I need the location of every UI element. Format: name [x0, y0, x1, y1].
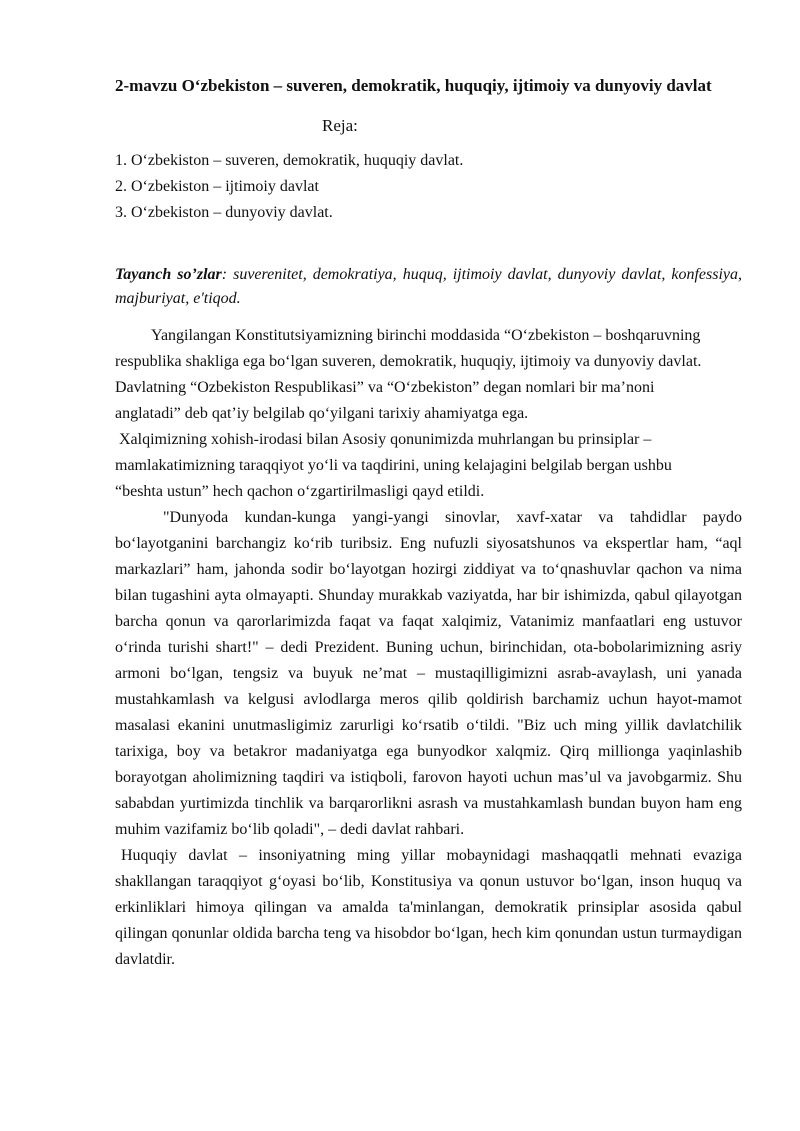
plan-heading: Reja: [322, 116, 358, 135]
document-page [115, 74, 742, 973]
keywords-text: : suverenitet, demokratiya, huquq, ijtimoiy davlat, dunyoviy davlat, konfessiya, majburiyat, e'tiqod. [115, 266, 742, 307]
paragraph-constitution: Yangilangan Konstitutsiyamizning birinchi moddasida “O‘zbekiston – boshqaruvning respublika shakliga ega bo‘lgan suveren, demokratik, huquqiy, ijtimoiy va dunyoviy davlat. Davlatning “Ozbekiston Respublikasi” va “O‘zbekiston” degan nomlari bir ma’noni anglatadi” deb qat’iy belgilab qo‘yilgani tarixiy ahamiyatga ega. [115, 327, 702, 422]
keywords-line [115, 263, 742, 311]
paragraph-legal-state: Huquqiy davlat – insoniyatning ming yillar mobaynidagi mashaqqatli mehnati evaziga shakllangan taraqqiyot g‘oyasi bo‘lib, Konstitusiya va qonun ustuvor bo‘lgan, inson huquq va erkinliklari himoya qilingan va amalda ta'minlangan, demokratik prinsiplar asosida qabul qilingan qonunlar oldida barcha teng va hisobdor bo‘lgan, hech kim qonundan ustun turmaydigan davlatdir. [115, 847, 742, 968]
plan-item: 1. O‘zbekiston – suveren, demokratik, huquqiy davlat. [115, 152, 464, 169]
paragraph-president-quote: "Dunyoda kundan-kunga yangi-yangi sinovlar, xavf-xatar va tahdidlar paydo bo‘layotganini barchangiz ko‘rib turibsiz. Eng nufuzli siyosatshunos va ekspertlar ham, “aql markazlari” ham, jahonda sodir bo‘layotgan hozirgi ziddiyat va to‘qnashuvlar qachon va nima bilan tugashini ayta olmayapti. Shunday murakkab vaziyatda, har bir ishimizda, qabul qilayotgan barcha qonun va qarorlarimizda faqat va faqat xalqimiz, Vatanimiz manfaatlari eng ustuvor o‘rinda turishi shart!" – dedi Prezident. Buning uchun, birinchidan, ota-bobolarimizning asriy armoni bo‘lgan, tengsiz va buyuk ne’mat – mustaqilligimizni asrab-avaylash, uni yanada mustahkamlash va kelgusi avlodlarga meros qilib qoldirish barchamiz uchun hayot-mamot masalasi ekanini unutmasligimiz zarurligi ko‘rsatib o‘tildi. "Biz uch ming yillik davlatchilik tarixiga, boy va betakror madaniyatga ega bunyodkor xalqmiz. Qirq millionga yaqinlashib borayotgan aholimizning taqdiri va istiqboli, farovon hayoti uchun mas’ul va javobgarmiz. Shu sababdan yurtimizda tinchlik va barqarorlikni asrash va mustahkamlash bundan buyon ham eng muhim vazifamiz bo‘lib qoladi", – dedi davlat rahbari. [115, 509, 742, 838]
document-title: 2-mavzu O‘zbekiston – suveren, demokratik, huquqiy, ijtimoiy va dunyoviy davlat [115, 76, 712, 95]
plan-item: 2. O‘zbekiston – ijtimoiy davlat [115, 178, 319, 195]
paragraph-principles: Xalqimizning xohish-irodasi bilan Asosiy qonunimizda muhrlangan bu prinsiplar – mamlakatimizning taraqqiyot yo‘li va taqdirini, uning kelajagini belgilab bergan ushbu “beshta ustun” hech qachon o‘zgartirilmasligi qayd etildi. [115, 431, 672, 500]
plan-list [115, 148, 742, 226]
plan-item: 3. O‘zbekiston – dunyoviy davlat. [115, 204, 333, 221]
keywords-label: Tayanch so’zlar [115, 266, 222, 283]
